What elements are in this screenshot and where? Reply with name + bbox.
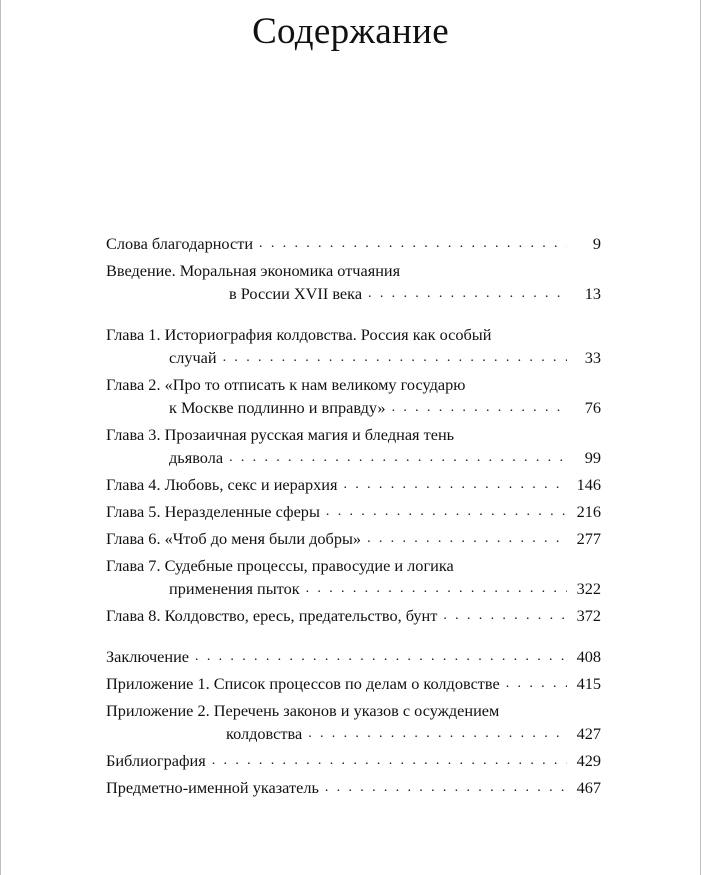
toc-page-number: 99 [584, 448, 601, 467]
dot-leader [443, 604, 567, 627]
toc-page-number: 372 [576, 606, 601, 625]
toc-entry-title-continuation: применения пыток [169, 579, 300, 598]
toc-entry-title: Введение. Моральная экономика отчаяния [106, 261, 401, 280]
toc-entry-title: Глава 5. Неразделенные сферы [106, 502, 320, 521]
page-title: Содержание [252, 11, 449, 52]
toc-entry-index [106, 776, 601, 799]
toc-entry-title: Предметно-именной указатель [106, 778, 319, 797]
toc-page-number: 13 [584, 284, 601, 303]
toc-entry-title: Глава 2. «Про то отписать к нам великому государю [106, 375, 466, 394]
toc-entry-conclusion [106, 645, 601, 668]
toc-entry-appendix-2 [106, 699, 601, 745]
toc-entry-chapter-4 [106, 473, 601, 496]
front-matter-group [106, 232, 601, 305]
toc-page-number: 427 [576, 724, 601, 743]
toc-page-number: 76 [584, 398, 601, 417]
toc-entry-bibliography [106, 749, 601, 772]
dot-leader [229, 446, 567, 469]
toc-entry-appendix-1 [106, 672, 601, 695]
dot-leader [392, 396, 567, 419]
toc-entry-title: Заключение [106, 647, 190, 666]
toc-page-number: 408 [576, 647, 601, 666]
toc-entry-chapter-2 [106, 373, 601, 419]
dot-leader [308, 722, 567, 745]
table-of-contents [106, 232, 601, 817]
dot-leader [506, 672, 567, 695]
dot-leader [212, 749, 567, 772]
toc-entry-title: Глава 3. Прозаичная русская магия и бледная тень [106, 425, 455, 444]
toc-page-number: 467 [576, 778, 601, 797]
dot-leader [326, 500, 567, 523]
back-matter-group [106, 645, 601, 799]
toc-entry-introduction [106, 259, 601, 305]
toc-page-number: 429 [576, 751, 601, 770]
dot-leader [223, 346, 567, 369]
dot-leader [325, 776, 567, 799]
toc-entry-chapter-7 [106, 554, 601, 600]
toc-entry-chapter-8 [106, 604, 601, 627]
toc-entry-chapter-1 [106, 323, 601, 369]
toc-entry-title: Приложение 1. Список процессов по делам о колдовстве [106, 674, 500, 693]
toc-page-number: 277 [576, 529, 601, 548]
toc-page-number: 146 [576, 475, 601, 494]
toc-entry-title: Библиография [106, 751, 206, 770]
toc-page-number: 33 [584, 348, 601, 367]
toc-page-number: 415 [576, 674, 601, 693]
toc-page-number: 322 [576, 579, 601, 598]
toc-page-number: 9 [592, 234, 601, 253]
toc-entry-title: Глава 6. «Чтоб до меня были добры» [106, 529, 362, 548]
toc-entry-title: Глава 8. Колдовство, ересь, предательство, бунт [106, 606, 438, 625]
dot-leader [306, 577, 567, 600]
toc-entry-title: Приложение 2. Перечень законов и указов с осуждением [106, 701, 500, 720]
dot-leader [344, 473, 568, 496]
dot-leader [259, 232, 567, 255]
toc-entry-chapter-6 [106, 527, 601, 550]
toc-entry-title: Слова благодарности [106, 234, 254, 253]
dot-leader [368, 282, 567, 305]
chapters-group [106, 323, 601, 627]
dot-leader [367, 527, 567, 550]
toc-entry-title: Глава 4. Любовь, секс и иерархия [106, 475, 338, 494]
toc-entry-title: Глава 7. Судебные процессы, правосудие и логика [106, 556, 454, 575]
toc-entry-chapter-5 [106, 500, 601, 523]
dot-leader [195, 645, 567, 668]
toc-page-number: 216 [576, 502, 601, 521]
toc-entry-title-continuation: в России XVII века [229, 284, 363, 303]
toc-entry-title-continuation: дьявола [169, 448, 224, 467]
toc-entry-title-continuation: колдовства [226, 724, 303, 743]
toc-entry-title-continuation: к Москве подлинно и вправду» [169, 398, 386, 417]
toc-entry-title: Глава 1. Историография колдовства. Россия как особый [106, 325, 492, 344]
toc-entry-chapter-3 [106, 423, 601, 469]
toc-entry-title-continuation: случай [169, 348, 217, 367]
toc-entry-acknowledgements [106, 232, 601, 255]
